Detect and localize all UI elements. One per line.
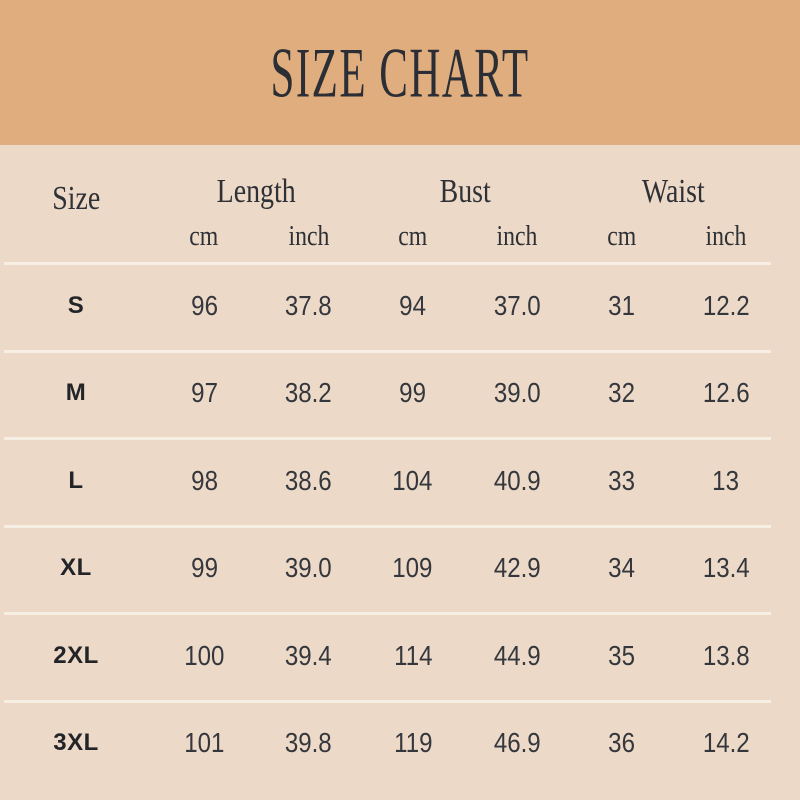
cell-bust-inch: 44.9: [493, 639, 541, 671]
cell-waist-inch: 13: [712, 464, 740, 496]
cell-bust-inch: 42.9: [493, 552, 541, 584]
unit-header-waist-inch: inch: [705, 220, 747, 252]
table-row: [0, 262, 778, 350]
unit-header-bust-inch: inch: [496, 220, 538, 252]
cell-bust-cm: 99: [399, 377, 427, 409]
cell-bust-inch: 37.0: [493, 289, 541, 321]
cell-waist-cm: 36: [608, 727, 635, 759]
size-chart-title: SIZE CHART: [270, 32, 530, 113]
size-table: [0, 145, 800, 800]
size-label: 3XL: [53, 729, 99, 757]
column-group-waist: Waist: [642, 173, 706, 210]
cell-bust-inch: 46.9: [493, 727, 541, 759]
cell-length-cm: 97: [190, 377, 218, 409]
cell-bust-cm: 104: [392, 464, 433, 496]
cell-bust-inch: 40.9: [493, 464, 541, 496]
size-label: S: [67, 291, 85, 319]
unit-header-length-cm: cm: [189, 220, 219, 252]
column-group-bust: Bust: [439, 173, 491, 210]
cell-waist-inch: 13.4: [702, 552, 750, 584]
banner: [0, 0, 800, 145]
cell-length-inch: 37.8: [285, 289, 332, 321]
column-group-length: Length: [216, 173, 296, 210]
unit-header-bust-cm: cm: [398, 220, 428, 252]
table-row: [0, 525, 778, 613]
cell-waist-cm: 32: [608, 377, 635, 409]
cell-length-inch: 38.6: [285, 464, 332, 496]
cell-bust-cm: 114: [393, 639, 433, 671]
cell-waist-cm: 35: [608, 639, 635, 671]
cell-length-cm: 98: [190, 464, 218, 496]
unit-header-waist-cm: cm: [606, 220, 637, 252]
cell-waist-inch: 13.8: [702, 639, 750, 671]
size-label: M: [65, 379, 87, 407]
cell-length-inch: 39.8: [285, 727, 332, 759]
cell-length-inch: 39.0: [285, 552, 332, 584]
cell-waist-cm: 33: [608, 464, 635, 496]
table-header: [0, 145, 778, 262]
table-row: [0, 612, 778, 700]
cell-bust-cm: 119: [393, 727, 433, 759]
size-label: XL: [60, 554, 92, 582]
cell-length-cm: 96: [190, 289, 218, 321]
cell-waist-inch: 12.2: [702, 289, 750, 321]
cell-waist-cm: 31: [608, 289, 635, 321]
cell-bust-inch: 39.0: [493, 377, 541, 409]
unit-header-length-inch: inch: [288, 220, 329, 252]
cell-length-cm: 99: [190, 552, 218, 584]
cell-length-inch: 38.2: [285, 377, 332, 409]
cell-length-cm: 101: [184, 727, 225, 759]
cell-bust-cm: 109: [392, 552, 433, 584]
size-label: 2XL: [53, 641, 99, 669]
cell-length-cm: 100: [184, 639, 225, 671]
size-label: L: [68, 466, 84, 494]
cell-waist-inch: 12.6: [702, 377, 750, 409]
table-row: [0, 350, 778, 438]
cell-waist-inch: 14.2: [702, 727, 750, 759]
cell-length-inch: 39.4: [285, 639, 332, 671]
cell-waist-cm: 34: [608, 552, 635, 584]
cell-bust-cm: 94: [399, 289, 427, 321]
table-row: [0, 700, 778, 788]
column-header-size: Size: [51, 179, 100, 217]
table-row: [0, 437, 778, 525]
